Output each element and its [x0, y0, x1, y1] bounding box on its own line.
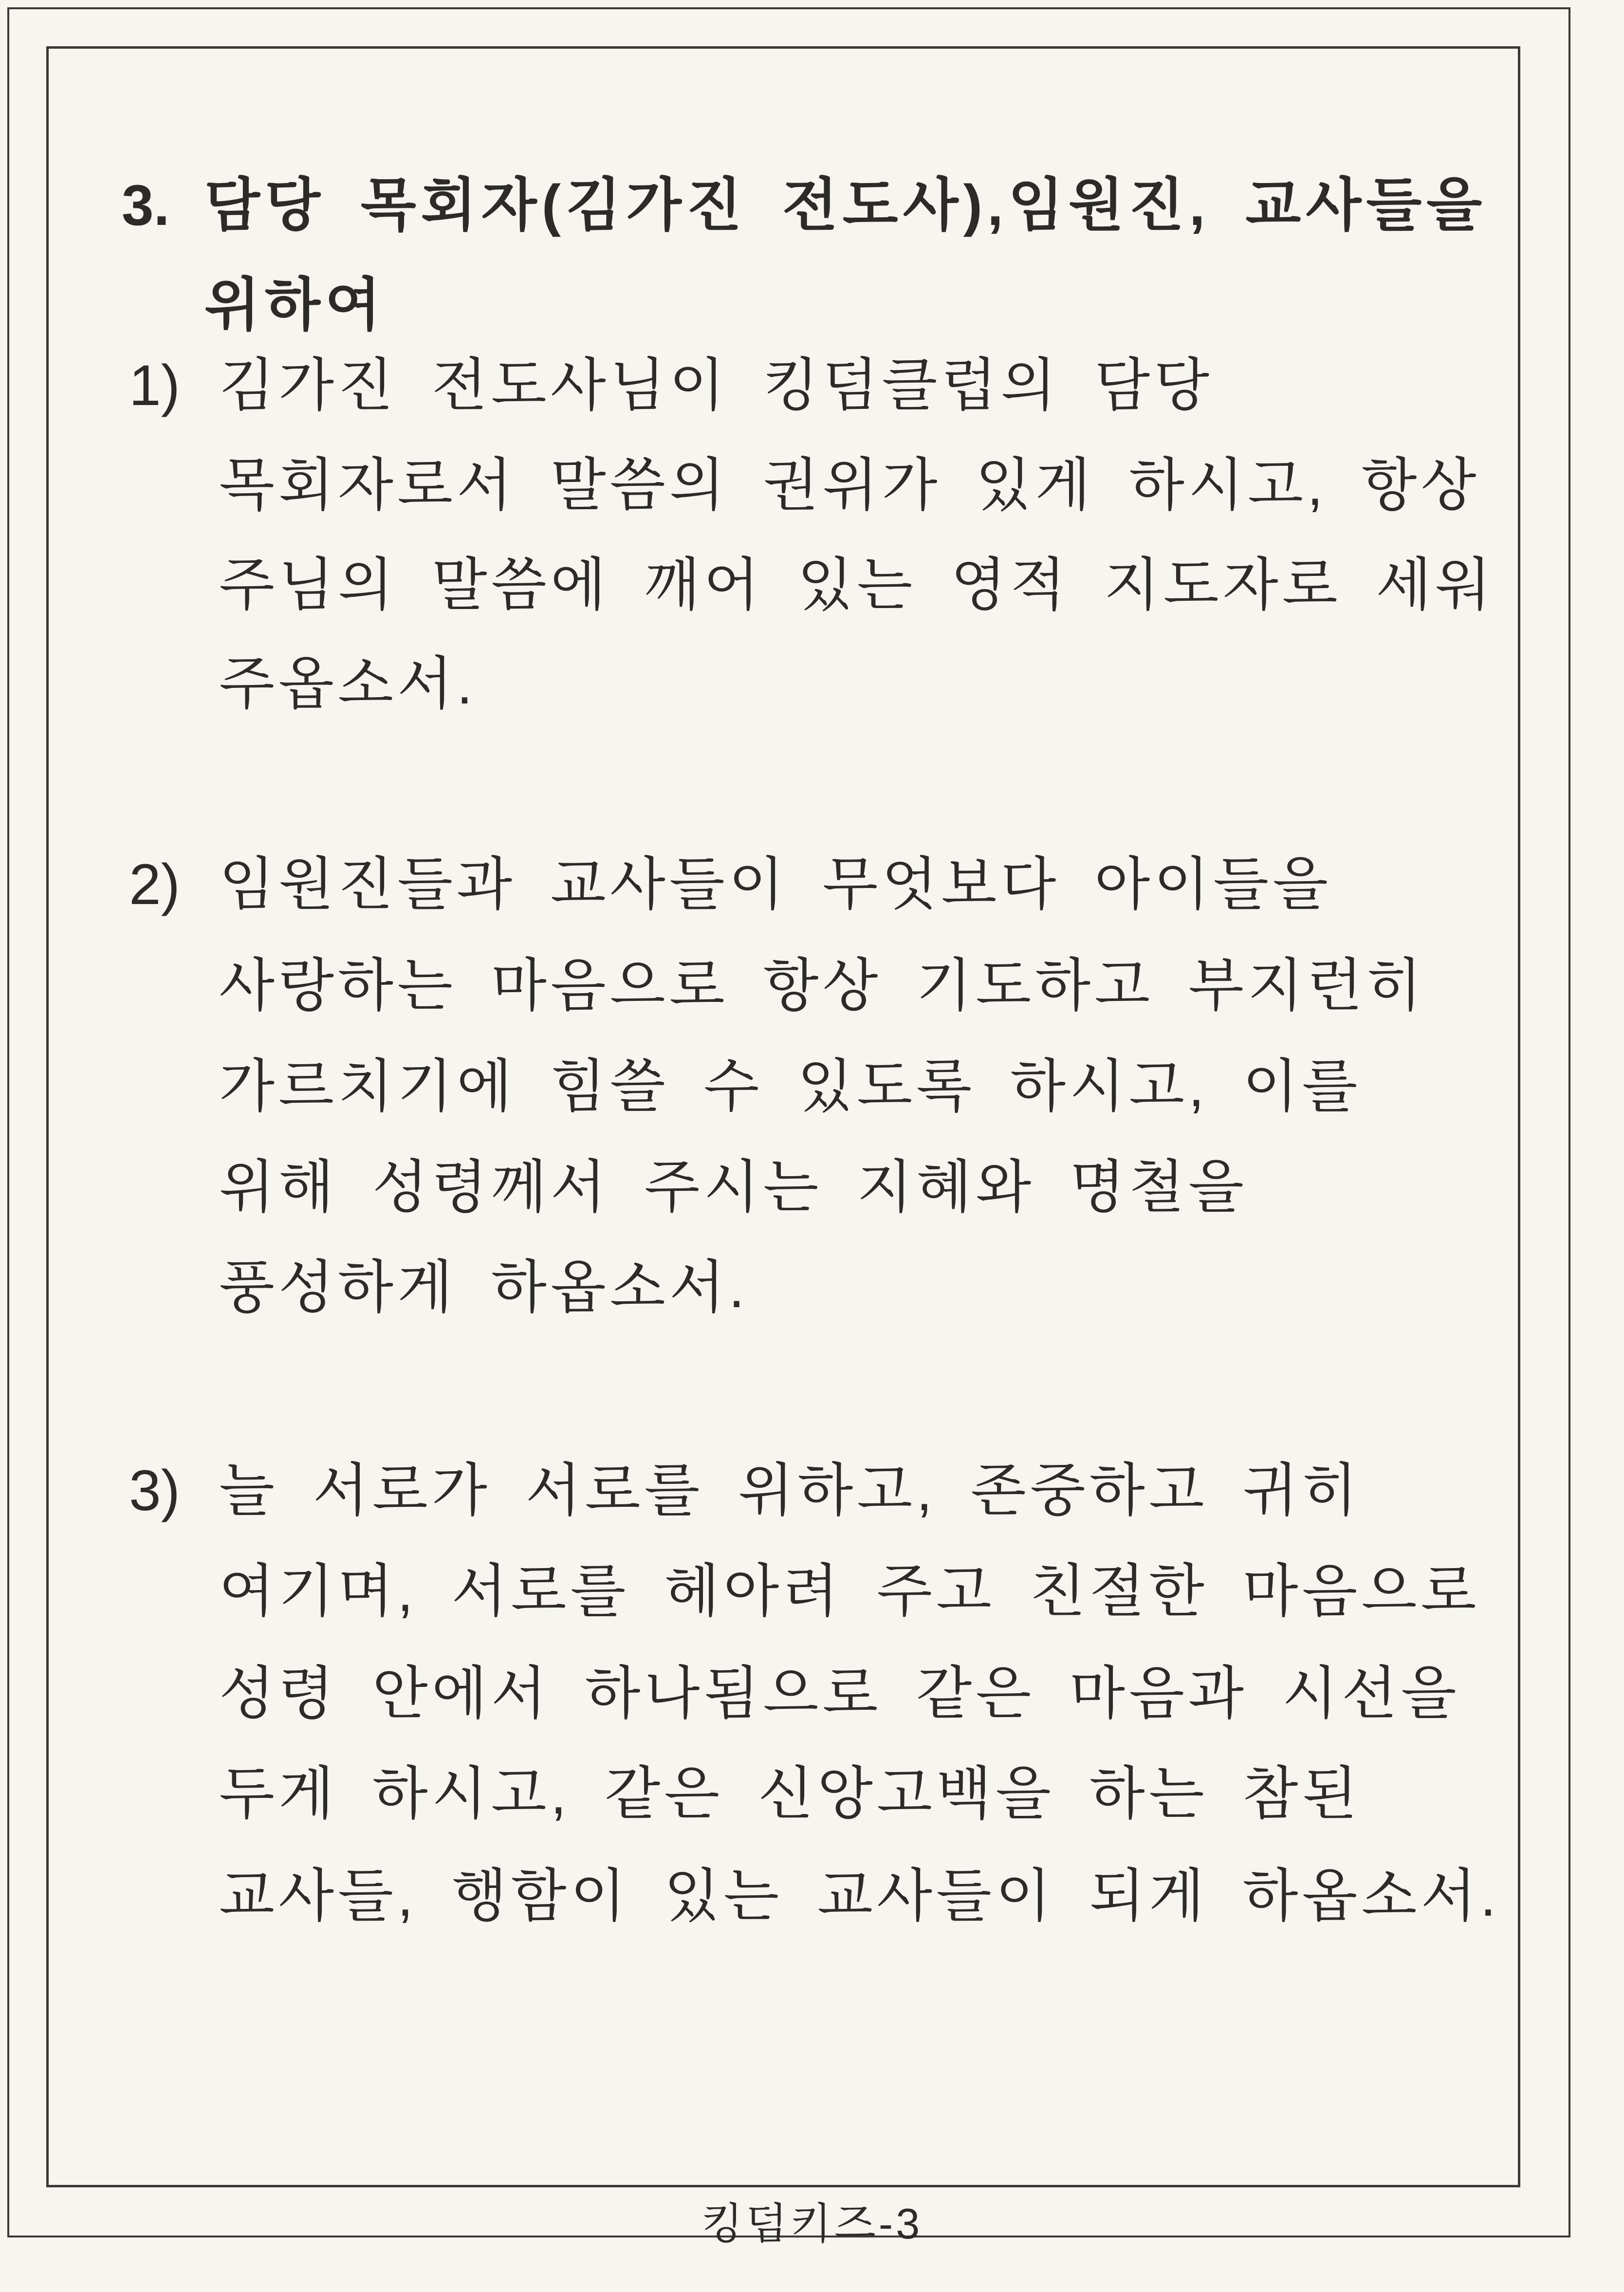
item2-number: 2) [129, 852, 180, 917]
item1-line-1 [129, 353, 1213, 419]
item2-line-5 [219, 1255, 748, 1321]
page-footer-label: 킹덤키즈-3 [701, 2200, 923, 2248]
item1-line-3 [219, 553, 1495, 619]
item3-line-3 [219, 1661, 1460, 1727]
item2-line-3 [219, 1054, 1362, 1120]
item2-text-5: 풍성하게 하옵소서. [219, 1256, 749, 1320]
item1-text-2: 목회자로서 말씀의 권위가 있게 하시고, 항상 [219, 453, 1480, 518]
title-number: 3. [122, 173, 170, 238]
item3-line-1 [129, 1458, 1362, 1524]
item2-text-4: 위해 성령께서 주시는 지혜와 명철을 [219, 1155, 1248, 1220]
title-text: 담당 목회자(김가진 전도사),임원진, 교사들을 [204, 173, 1487, 238]
item1-line-2 [219, 453, 1480, 519]
item3-line-4 [219, 1761, 1362, 1828]
item2-text-3: 가르치기에 힘쓸 수 있도록 하시고, 이를 [219, 1054, 1362, 1119]
item2-line-2 [219, 953, 1426, 1019]
title-line-2 [204, 273, 386, 339]
item3-text-2: 여기며, 서로를 헤아려 주고 친절한 마음으로 [219, 1559, 1480, 1624]
item1-text-3: 주님의 말씀에 깨어 있는 영적 지도자로 세워 [219, 553, 1495, 617]
item1-text-4: 주옵소서. [219, 652, 477, 716]
item2-text-2: 사랑하는 마음으로 항상 기도하고 부지런히 [219, 954, 1426, 1018]
item3-text-5: 교사들, 행함이 있는 교사들이 되게 하옵소서. [219, 1864, 1500, 1928]
item1-line-4 [219, 651, 477, 718]
title-text-2: 위하여 [204, 273, 386, 337]
item3-line-5 [219, 1864, 1500, 1930]
item2-line-4 [219, 1155, 1248, 1221]
item2-text-1: 임원진들과 교사들이 무엇보다 아이들을 [219, 852, 1332, 917]
item3-text-1: 늘 서로가 서로를 위하고, 존중하고 귀히 [219, 1459, 1362, 1523]
item3-number: 3) [129, 1459, 180, 1523]
item1-number: 1) [129, 353, 180, 418]
item3-line-2 [219, 1559, 1480, 1625]
title-line-1 [122, 173, 1487, 239]
item2-line-1 [129, 852, 1332, 918]
item3-text-3: 성령 안에서 하나됨으로 같은 마음과 시선을 [219, 1662, 1460, 1726]
item3-text-4: 두게 하시고, 같은 신앙고백을 하는 참된 [219, 1762, 1362, 1826]
item1-text-1: 김가진 전도사님이 킹덤클럽의 담당 [219, 353, 1214, 418]
